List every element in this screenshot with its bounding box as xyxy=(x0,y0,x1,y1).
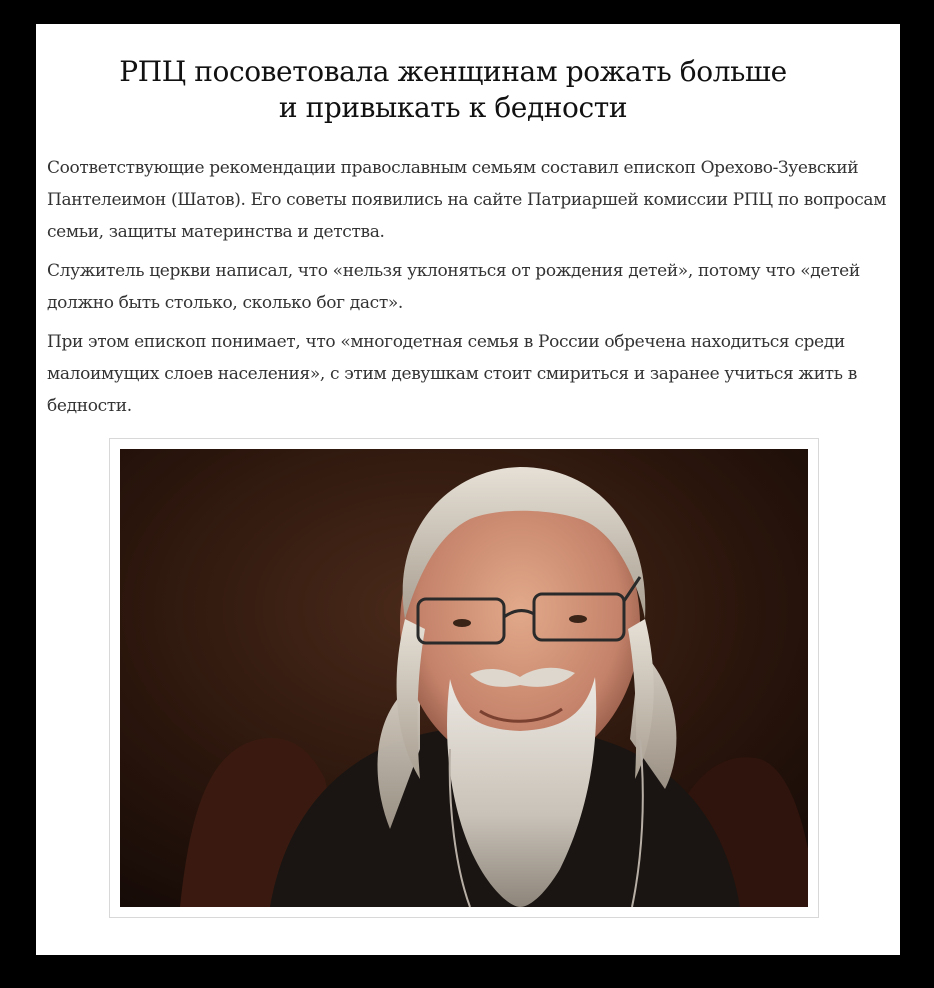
paragraph-1: Соответствующие рекомендации православным семьям составил епископ Орехово-Зуевский Пантелеимон (Шатов). Его советы появились на сайте Патриаршей комиссии РПЦ по вопросам семьи, защиты материнства и детства. xyxy=(47,158,887,242)
article-photo xyxy=(120,449,808,907)
article-body xyxy=(47,152,891,429)
article-page xyxy=(36,24,900,955)
title-line-1: РПЦ посоветовала женщинам рожать больше xyxy=(119,55,787,88)
article-title xyxy=(36,54,870,126)
paragraph-2: Служитель церкви написал, что «нельзя уклоняться от рождения детей», потому что «детей должно быть столько, сколько бог даст». xyxy=(47,261,860,313)
title-line-2: и привыкать к бедности xyxy=(278,91,628,124)
photo-frame xyxy=(109,438,819,918)
paragraph-3: При этом епископ понимает, что «многодетная семья в России обречена находиться среди малоимущих слоев населения», с этим девушкам стоит смириться и заранее учиться жить в бедности. xyxy=(47,332,857,416)
portrait-image xyxy=(120,449,808,907)
